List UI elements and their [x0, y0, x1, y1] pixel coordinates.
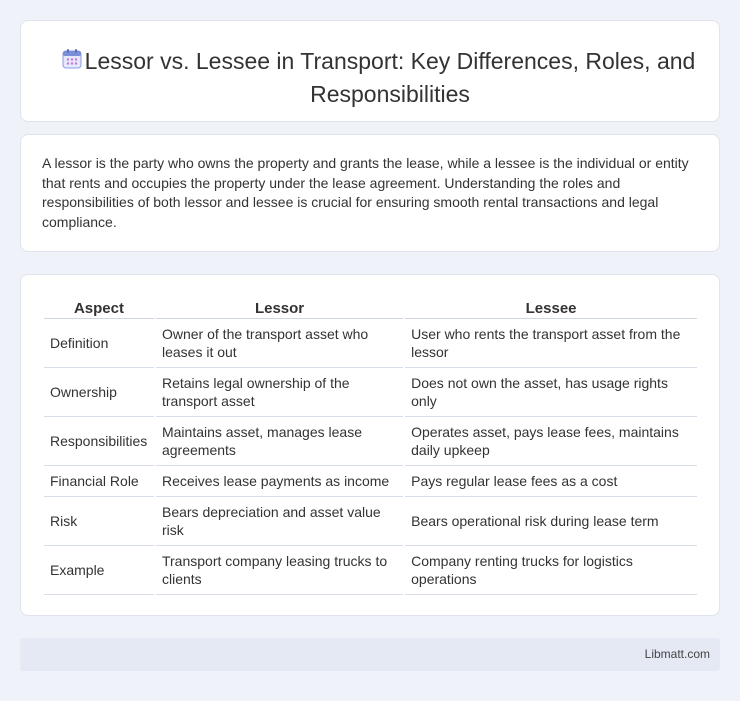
footer-link[interactable]: Libmatt.com	[644, 647, 710, 661]
comparison-card	[20, 274, 720, 616]
cell-lessee: Does not own the asset, has usage rights only	[405, 368, 697, 417]
cell-lessor: Maintains asset, manages lease agreements	[156, 417, 403, 466]
cell-lessee: User who rents the transport asset from the lessor	[405, 319, 697, 368]
table-row	[44, 466, 697, 497]
cell-lessor: Retains legal ownership of the transport asset	[156, 368, 403, 417]
cell-lessor: Bears depreciation and asset value risk	[156, 497, 403, 546]
comparison-table	[42, 295, 699, 595]
cell-lessee: Bears operational risk during lease term	[405, 497, 697, 546]
header-lessee: Lessee	[405, 295, 697, 319]
cell-aspect: Responsibilities	[44, 417, 154, 466]
header-lessor: Lessor	[156, 295, 403, 319]
cell-lessee: Company renting trucks for logistics operations	[405, 546, 697, 595]
cell-aspect: Ownership	[44, 368, 154, 417]
cell-lessor: Transport company leasing trucks to clients	[156, 546, 403, 595]
intro-paragraph: A lessor is the party who owns the property and grants the lease, while a lessee is the individual or entity that rents and occupies the property under the lease agreement. Understanding the roles and responsibilities of both lessor and lessee is crucial for ensuring smooth rental transactions and legal compliance.	[42, 155, 689, 230]
table-row	[44, 319, 697, 368]
cell-lessor: Receives lease payments as income	[156, 466, 403, 497]
cell-aspect: Example	[44, 546, 154, 595]
header-aspect: Aspect	[44, 295, 154, 319]
table-row	[44, 368, 697, 417]
cell-aspect: Financial Role	[44, 466, 154, 497]
table-row	[44, 546, 697, 595]
footer-bar	[20, 638, 720, 671]
intro-card	[20, 134, 720, 252]
table-row	[44, 497, 697, 546]
cell-aspect: Definition	[44, 319, 154, 368]
page-title: Lessor vs. Lessee in Transport: Key Differences, Roles, and Responsibilities	[84, 48, 696, 107]
cell-aspect: Risk	[44, 497, 154, 546]
cell-lessee: Operates asset, pays lease fees, maintains daily upkeep	[405, 417, 697, 466]
cell-lessee: Pays regular lease fees as a cost	[405, 466, 697, 497]
table-header-row	[44, 295, 697, 319]
title-card	[20, 20, 720, 122]
cell-lessor: Owner of the transport asset who leases it out	[156, 319, 403, 368]
table-row	[44, 417, 697, 466]
